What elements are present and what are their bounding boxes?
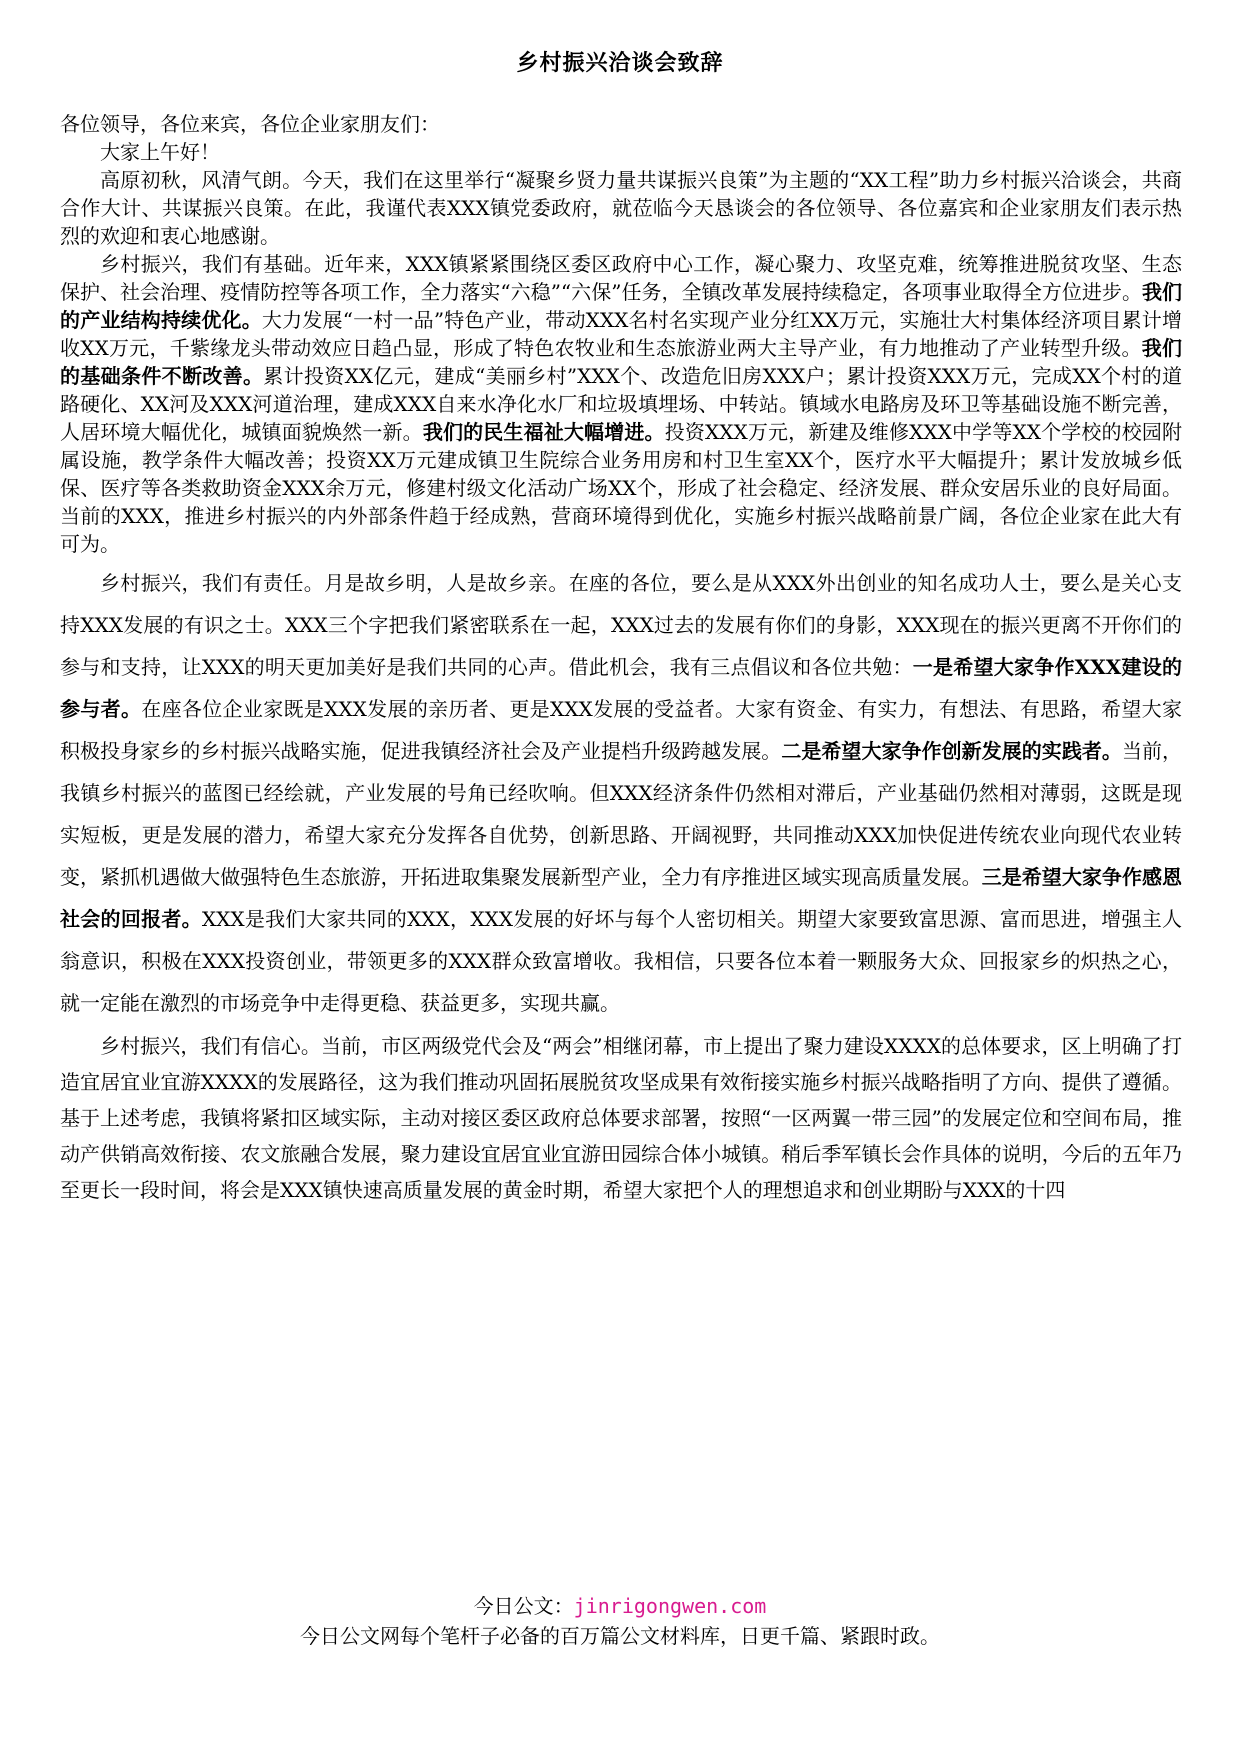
paragraph-foundation xyxy=(60,250,1182,558)
paragraph-text: 在座各位企业家既是XXX发展的亲历者、更是XXX发展的受益者。大家有资金、有实力，有想法、有思路，希望大家积极投身家乡的乡村振兴战略实施，促进我镇经济社会及产业提档升级跨越发展。 xyxy=(60,697,1182,763)
paragraph-opening: 高原初秋，风清气朗。今天，我们在这里举行“凝聚乡贤力量共谋振兴良策”为主题的“XX工程”助力乡村振兴洽谈会，共商合作大计、共谋振兴良策。在此，我谨代表XXX镇党委政府，就莅临今天恳谈会的各位领导、各位嘉宾和企业家朋友们表示热烈的欢迎和衷心地感谢。 xyxy=(60,168,1182,248)
bold-initiative-three: 三是希望大家争作感恩社会的回报者。 xyxy=(60,865,1183,931)
bold-heading-infrastructure: 我们的基础条件不断改善。 xyxy=(60,336,1183,388)
paragraph-responsibility xyxy=(60,562,1182,1024)
document-title: 乡村振兴洽谈会致辞 xyxy=(516,50,724,76)
bold-initiative-two: 二是希望大家争作创新发展的实践者。 xyxy=(781,739,1122,763)
greeting: 大家上午好！ xyxy=(100,140,220,164)
bold-initiative-one: 一是希望大家争作XXX建设的参与者。 xyxy=(60,655,1182,721)
footer-url-link[interactable]: jinrigongwen.com xyxy=(573,1594,767,1618)
bold-heading-industry: 我们的产业结构持续优化。 xyxy=(60,280,1183,332)
paragraph-text: 乡村振兴，我们有基础。近年来，XXX镇紧紧围绕区委区政府中心工作，凝心聚力、攻坚克难，统筹推进脱贫攻坚、生态保护、社会治理、疫情防控等各项工作，全力落实“六稳”“六保”任务，全镇改革发展持续稳定，各项事业取得全方位进步。 xyxy=(60,252,1182,304)
bold-heading-livelihood: 我们的民生福祉大幅增进。 xyxy=(422,420,665,444)
paragraph-text: 乡村振兴，我们有责任。月是故乡明，人是故乡亲。在座的各位，要么是从XXX外出创业的知名成功人士，要么是关心支持XXX发展的有识之士。XXX三个字把我们紧密联系在一起，XXX过去的发展有你们的身影，XXX现在的振兴更离不开你们的参与和支持，让XXX的明天更加美好是我们共同的心声。借此机会，我有三点倡议和各位共勉： xyxy=(60,571,1182,679)
paragraph-text: 当前，我镇乡村振兴的蓝图已经绘就，产业发展的号角已经吹响。但XXX经济条件仍然相对滞后，产业基础仍然相对薄弱，这既是现实短板，更是发展的潜力，希望大家充分发挥各自优势，创新思路、开阔视野，共同推动XXX加快促进传统农业向现代农业转变，紧抓机遇做大做强特色生态旅游，开拓进取集聚发展新型产业，全力有序推进区域实现高质量发展。 xyxy=(60,739,1183,889)
paragraph-text: XXX是我们大家共同的XXX，XXX发展的好坏与每个人密切相关。期望大家要致富思源、富而思进，增强主人翁意识，积极在XXX投资创业，带领更多的XXX群众致富增收。我相信，只要各位本着一颗服务大众、回报家乡的炽热之心，就一定能在激烈的市场竞争中走得更稳、获益更多，实现共赢。 xyxy=(60,907,1182,1015)
paragraph-text: 大力发展“一村一品”特色产业，带动XXX名村名实现产业分红XX万元，实施壮大村集体经济项目累计增收XX万元，千紫缘龙头带动效应日趋凸显，形成了特色农牧业和生态旅游业两大主导产业，有力地推动了产业转型升级。 xyxy=(60,308,1183,360)
paragraph-text: 投资XXX万元，新建及维修XXX中学等XX个学校的校园附属设施，教学条件大幅改善；投资XX万元建成镇卫生院综合业务用房和村卫生室XX个，医疗水平大幅提升；累计发放城乡低保、医疗等各类救助资金XXX余万元，修建村级文化活动广场XX个，形成了社会稳定、经济发展、群众安居乐业的良好局面。当前的XXX，推进乡村振兴的内外部条件趋于经成熟，营商环境得到优化，实施乡村振兴战略前景广阔，各位企业家在此大有可为。 xyxy=(60,420,1183,556)
footer-site-line xyxy=(0,1590,1240,1619)
salutation: 各位领导，各位来宾，各位企业家朋友们： xyxy=(60,112,440,136)
paragraph-text: 累计投资XX亿元，建成“美丽乡村”XXX个、改造危旧房XXX户；累计投资XXX万元，完成XX个村的道路硬化、XX河及XXX河道治理，建成XXX自来水净化水厂和垃圾填埋场、中转站。镇域水电路房及环卫等基础设施不断完善，人居环境大幅优化，城镇面貌焕然一新。 xyxy=(60,364,1183,444)
footer-label: 今日公文： xyxy=(473,1594,574,1618)
paragraph-confidence: 乡村振兴，我们有信心。当前，市区两级党代会及“两会”相继闭幕，市上提出了聚力建设XXXX的总体要求，区上明确了打造宜居宜业宜游XXXX的发展路径，这为我们推动巩固拓展脱贫攻坚成果有效衔接实施乡村振兴战略指明了方向、提供了遵循。基于上述考虑，我镇将紧扣区域实际，主动对接区委区政府总体要求部署，按照“一区两翼一带三园”的发展定位和空间布局，推动产供销高效衔接、农文旅融合发展，聚力建设宜居宜业宜游田园综合体小城镇。稍后季军镇长会作具体的说明，今后的五年乃至更长一段时间，将会是XXX镇快速高质量发展的黄金时期，希望大家把个人的理想追求和创业期盼与XXX的十四 xyxy=(60,1034,1182,1202)
footer-slogan: 今日公文网每个笔杆子必备的百万篇公文材料库，日更千篇、紧跟时政。 xyxy=(300,1624,940,1648)
document-body xyxy=(60,110,1182,1208)
